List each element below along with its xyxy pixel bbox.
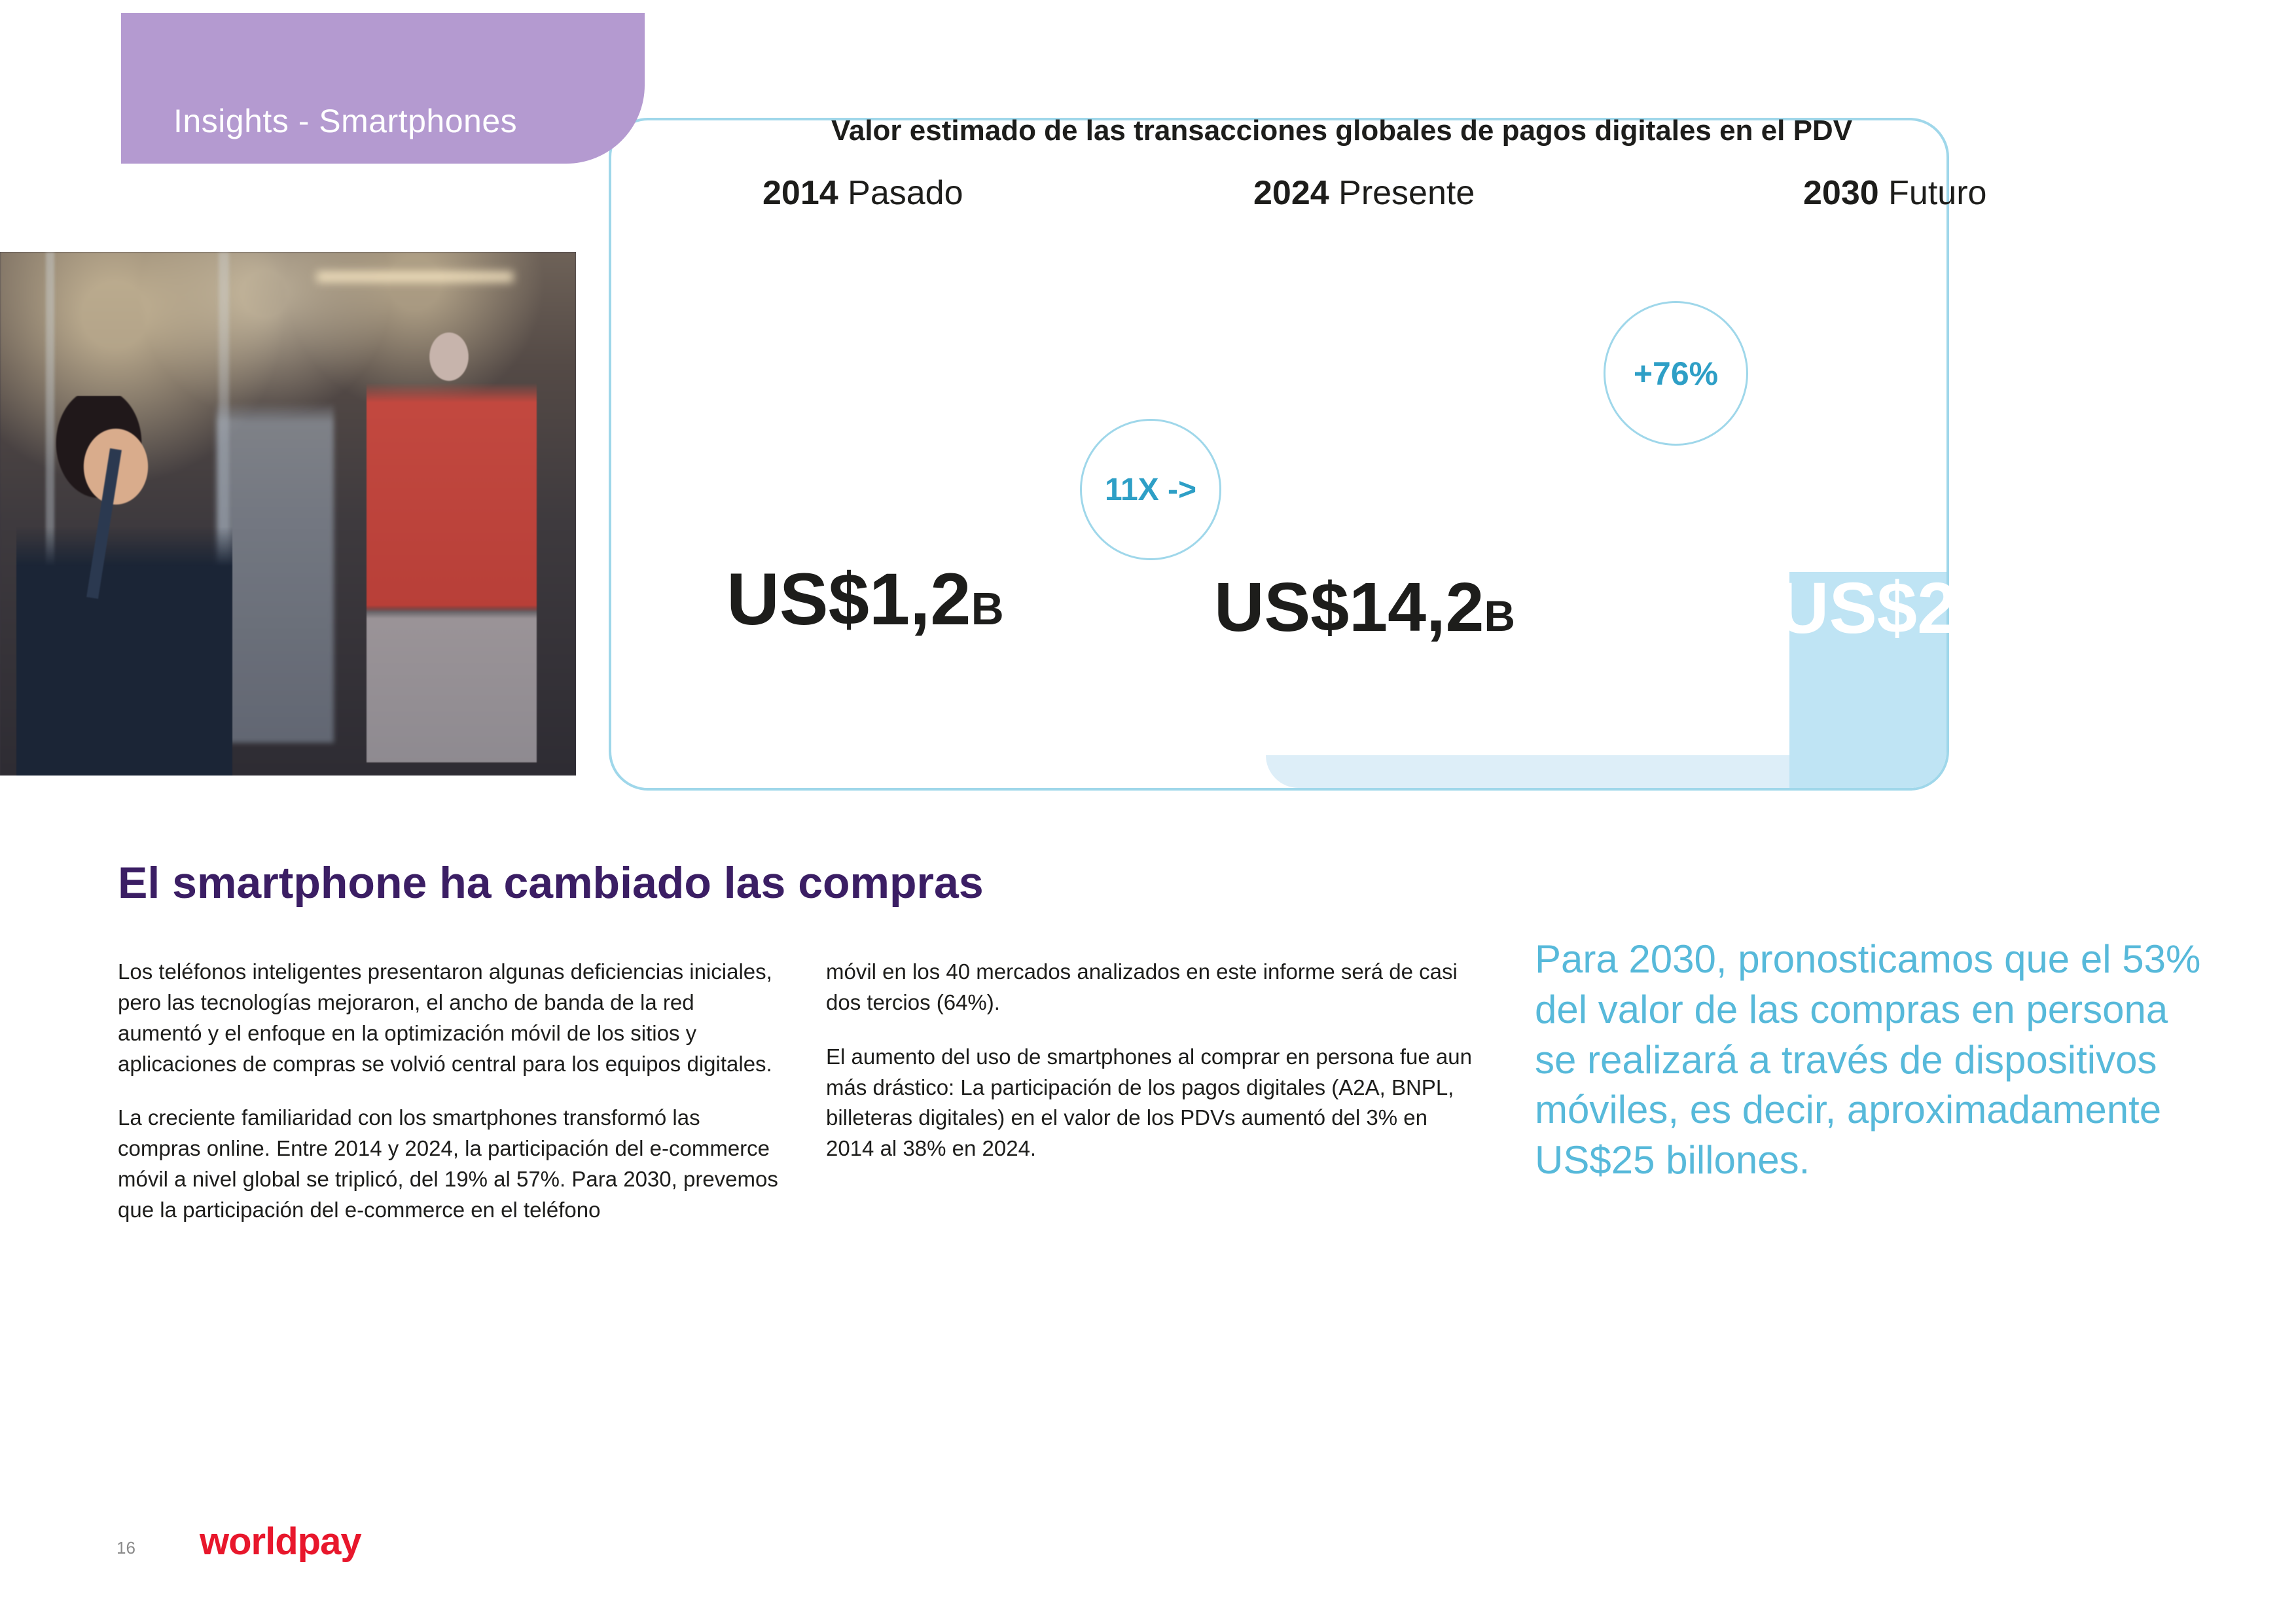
chart-era-2014-year: 2014: [762, 174, 838, 212]
bar-value-2030-unit: B: [1997, 593, 2030, 643]
chart-title: Valor estimado de las transacciones globales de pagos digitales en el PDV: [831, 115, 1853, 147]
photo-mannequin-red-coat: [367, 330, 537, 762]
chart-era-2024-year: 2024: [1253, 174, 1329, 212]
chart-era-2030: [1803, 173, 1986, 213]
photo-background-mannequin: [216, 376, 334, 743]
bar-value-2024-amount: US$14,2: [1214, 569, 1484, 646]
growth-badge-11x: 11X ->: [1080, 419, 1221, 560]
body-paragraph: móvil en los 40 mercados analizados en este informe será de casi dos tercios (64%).: [826, 959, 1458, 1014]
photo-ceiling-light: [317, 272, 513, 282]
photo-woman-shopper: [16, 396, 232, 776]
bar-value-2014: [726, 558, 1004, 640]
bar-value-2024: [1214, 569, 1515, 646]
chart-era-2014: [762, 173, 963, 213]
top-infographic-panel: [0, 0, 2296, 802]
chart-era-2030-label: Futuro: [1888, 174, 1987, 212]
bar-value-2030: [1777, 568, 2030, 649]
body-column-left: [118, 957, 779, 1249]
insights-section-tab-label: Insights - Smartphones: [173, 103, 518, 139]
worldpay-logo: worldpay: [200, 1520, 361, 1563]
pull-quote: Para 2030, pronosticamos que el 53% del valor de las compras en persona se realizará a través de dispositivos móviles, es decir, aproximadamente US$25 billones.: [1535, 937, 2201, 1183]
bar-value-2014-unit: B: [971, 583, 1004, 634]
chart-era-2030-year: 2030: [1803, 174, 1879, 212]
chart-era-2024-label: Presente: [1338, 174, 1475, 212]
bar-value-2030-amount: US$25: [1777, 568, 1998, 649]
page-title: El smartphone ha cambiado las compras: [118, 858, 984, 908]
shopper-storefront-photo: [0, 252, 576, 776]
bar-value-2024-unit: B: [1484, 592, 1515, 640]
chart-era-2024: [1253, 173, 1475, 213]
transactions-bar-chart: [609, 118, 1949, 791]
bar-2014: [1266, 755, 1789, 788]
body-paragraph: El aumento del uso de smartphones al comprar en persona fue aun más drástico: La participación de los pagos digitales (A2A, BNPL, billeteras digitales) en el valor de los PDVs aumentó del 3% en 2014 al 38% en 2024.: [826, 1044, 1472, 1161]
chart-era-2014-label: Pasado: [848, 174, 963, 212]
bar-value-2014-amount: US$1,2: [726, 558, 971, 640]
body-paragraph: La creciente familiaridad con los smartphones transformó las compras online. Entre 2014 y 2024, la participación del e-commerce móvil a nivel global se triplicó, del 19% al 57%. Para 2030, prevemos que la participación del e-commerce en el teléfono: [118, 1105, 778, 1222]
body-column-middle: [826, 957, 1480, 1188]
insights-section-tab: [121, 13, 645, 164]
growth-badge-76pct: +76%: [1604, 301, 1748, 446]
page-number: 16: [117, 1538, 135, 1558]
body-paragraph: Los teléfonos inteligentes presentaron algunas deficiencias iniciales, pero las tecnologías mejoraron, el ancho de banda de la red aumentó y el enfoque en la optimización móvil de los sitios y aplicaciones de compras se volvió central para los equipos digitales.: [118, 959, 772, 1076]
